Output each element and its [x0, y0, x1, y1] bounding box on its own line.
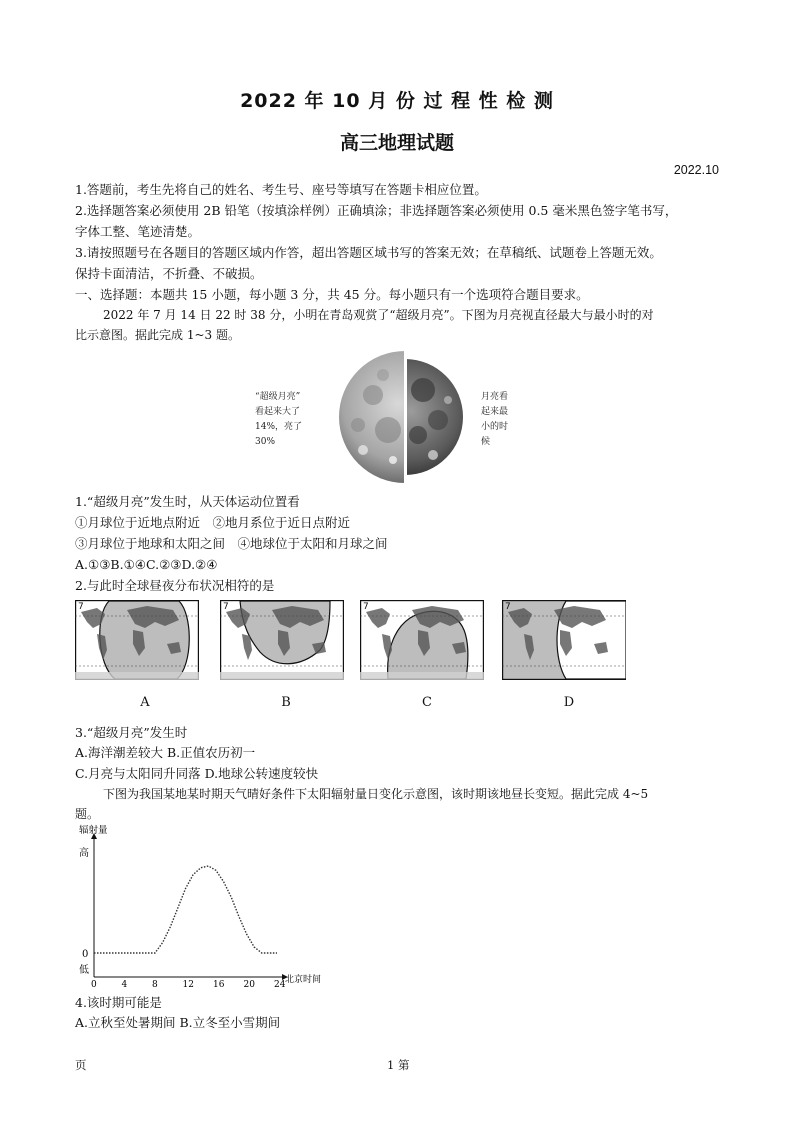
world-map-b	[220, 600, 344, 680]
question-intro: 比示意图。据此完成 1~3 题。	[75, 328, 240, 342]
footer-left: 页	[75, 1058, 87, 1072]
world-map-c	[360, 600, 484, 680]
instruction-line: 2.选择题答案必须使用 2B 铅笔（按填涂样例）正确填涂；非选择题答案必须使用 0.5 毫米黑色签字笔书写，	[75, 203, 678, 218]
svg-text:7: 7	[78, 602, 84, 612]
exam-subtitle: 高三地理试题	[339, 132, 454, 154]
y-tick-low: 低	[79, 965, 89, 976]
instruction-line: 保持卡面清洁，不折叠、不破损。	[75, 266, 263, 281]
x-tick-label: 20	[243, 980, 255, 990]
question-intro: 2022 年 7 月 14 日 22 时 38 分，小明在青岛观赏了“超级月亮”。下图为月亮视直径最大与最小时的对	[103, 308, 654, 322]
question-line: ①月球位于近地点附近 ②地月系位于近日点附近	[75, 515, 351, 530]
x-tick-label: 4	[121, 980, 128, 990]
svg-text:7: 7	[223, 602, 229, 612]
x-tick-label: 0	[91, 980, 97, 990]
x-tick-labels	[91, 980, 286, 990]
exam-date: 2022.10	[673, 163, 719, 177]
question-stem: 4.该时期可能是	[75, 995, 162, 1010]
moon-right-caption: 月亮看 起来最 小的时 候	[481, 392, 509, 447]
question-line: A.海洋潮差较大 B.正值农历初一	[75, 745, 256, 760]
moon-image	[333, 350, 483, 485]
question-stem: 3.“超级月亮”发生时	[75, 725, 188, 740]
radiation-curve	[94, 866, 277, 953]
question-stem: 1.“超级月亮”发生时，从天体运动位置看	[75, 494, 300, 509]
instruction-line: 字体工整、笔迹清楚。	[75, 224, 201, 239]
y-tick-high: 高	[79, 848, 89, 859]
x-tick-label: 24	[274, 980, 286, 990]
map-label-b: B	[281, 695, 291, 710]
moon-left-caption: “超级月亮” 看起来大了 14%，亮了 30%	[255, 392, 303, 447]
world-map-d	[502, 600, 626, 680]
question-intro: 题。	[75, 807, 100, 821]
y-axis-label: 辐射量	[79, 825, 108, 836]
x-tick-label: 8	[152, 980, 158, 990]
question-line: A.立秋至处暑期间 B.立冬至小雪期间	[75, 1015, 281, 1030]
section-heading: 一、选择题：本题共 15 小题，每小题 3 分，共 45 分。每小题只有一个选项符合题目要求。	[75, 287, 589, 302]
question-line: C.月亮与太阳同升同落 D.地球公转速度较快	[75, 766, 319, 781]
map-label-a: A	[140, 695, 150, 710]
day-night-maps	[75, 600, 635, 720]
map-label-c: C	[422, 695, 432, 710]
question-intro: 下图为我国某地某时期天气晴好条件下太阳辐射量日变化示意图，该时期该地昼长变短。据此完成 4~5	[103, 787, 649, 801]
world-map-a	[75, 600, 199, 680]
instruction-line: 3.请按照题号在各题目的答题区域内作答，超出答题区域书写的答案无效；在草稿纸、试题卷上答题无效。	[75, 245, 662, 260]
question-options: A.①③B.①④C.②③D.②④	[75, 557, 218, 572]
x-tick-label: 16	[213, 980, 225, 990]
footer-page-number: 1 第	[387, 1058, 410, 1072]
question-stem: 2.与此时全球昼夜分布状况相符的是	[75, 578, 275, 593]
x-axis-label: 北京时间	[285, 975, 322, 985]
x-tick-label: 12	[182, 980, 194, 990]
map-label-d: D	[563, 695, 575, 710]
moon-comparison-figure	[255, 350, 545, 485]
question-line: ③月球位于地球和太阳之间 ④地球位于太阳和月球之间	[75, 536, 388, 551]
instruction-line: 1.答题前，考生先将自己的姓名、考生号、座号等填写在答题卡相应位置。	[75, 182, 487, 197]
svg-text:7: 7	[363, 602, 369, 612]
y-tick-zero: 0	[82, 949, 89, 960]
radiation-chart	[75, 822, 340, 990]
svg-text:7: 7	[505, 602, 511, 612]
exam-title: 2022 年 10 月 份 过 程 性 检 测	[240, 90, 554, 112]
